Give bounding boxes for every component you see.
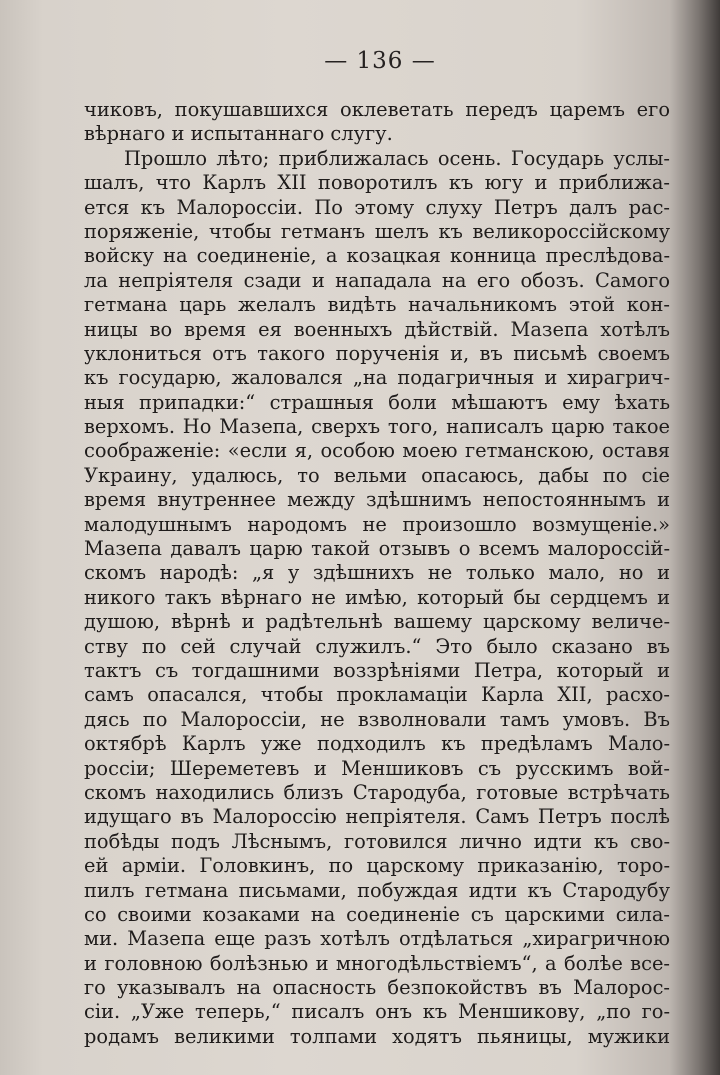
- text-line: ству по сей случай служилъ.“ Это было сказано въ: [84, 634, 670, 658]
- text-line: и головною болѣзнью и многодѣльствіемъ“, а болѣе все-: [84, 951, 670, 975]
- text-line: россіи; Шереметевъ и Меншиковъ съ русскимъ вой-: [84, 756, 670, 780]
- text-line: ныя припадки:“ страшныя боли мѣшаютъ ему ѣхать: [84, 390, 670, 414]
- text-line: шалъ, что Карлъ XII поворотилъ къ югу и приближа-: [84, 171, 670, 195]
- text-line: верхомъ. Но Мазепа, сверхъ того, написалъ царю такое: [84, 415, 670, 439]
- text-line: Мазепа давалъ царю такой отзывъ о всемъ малороссій-: [84, 537, 670, 561]
- text-line: октябрѣ Карлъ уже подходилъ къ предѣламъ Мало-: [84, 732, 670, 756]
- text-line: ницы во время ея военныхъ дѣйствій. Мазепа хотѣлъ: [84, 317, 670, 341]
- text-line: къ государю, жаловался „на подагричныя и хирагрич-: [84, 366, 670, 390]
- text-line: Украину, удалюсь, то вельми опасаюсь, дабы по сіе: [84, 463, 670, 487]
- body-text: [84, 98, 670, 1049]
- text-line: чиковъ, покушавшихся оклеветать передъ царемъ его: [84, 98, 670, 121]
- text-line: душою, вѣрнѣ и радѣтельнѣ вашему царскому величе-: [84, 610, 670, 634]
- text-line: идущаго въ Малороссію непріятеля. Самъ Петръ послѣ: [84, 805, 670, 829]
- page-number: — 136 —: [324, 48, 436, 74]
- text-line: ми. Мазепа еще разъ хотѣлъ отдѣлаться „хирагричною: [84, 927, 670, 951]
- text-line: вѣрнаго и испытаннаго слугу.: [84, 122, 393, 146]
- text-line: уклониться отъ такого порученія и, въ письмѣ своемъ: [84, 341, 670, 365]
- text-line: самъ опасался, чтобы прокламаціи Карла XII, расхо-: [84, 683, 670, 707]
- text-line: малодушнымъ народомъ не произошло возмущеніе.»: [84, 512, 670, 536]
- text-line: скомъ находились близъ Стародуба, готовые встрѣчать: [84, 780, 670, 804]
- text-line: со своими козаками на соединеніе съ царскими сила-: [84, 902, 670, 926]
- text-line: тактъ съ тогдашними воззрѣніями Петра, который и: [84, 658, 670, 682]
- text-line: побѣды подъ Лѣснымъ, готовился лично идти къ сво-: [84, 829, 670, 853]
- text-line: сіи. „Уже теперь,“ писалъ онъ къ Меншикову, „по го-: [84, 1000, 670, 1024]
- text-line: пилъ гетмана письмами, побуждая идти къ Стародубу: [84, 878, 670, 902]
- text-line: ей арміи. Головкинъ, по царскому приказанію, торо-: [84, 854, 670, 878]
- text-line: го указывалъ на опасность безпокойствъ въ Малорос-: [84, 976, 670, 1000]
- text-line: войску на соединеніе, а козацкая конница преслѣдова-: [84, 244, 670, 268]
- text-line: родамъ великими толпами ходятъ пьяницы, мужики: [84, 1024, 670, 1048]
- text-line: поряженіе, чтобы гетманъ шелъ къ великороссійскому: [84, 219, 670, 243]
- text-line: скомъ народѣ: „я у здѣшнихъ не только мало, но и: [84, 561, 670, 585]
- text-line: Прошло лѣто; приближалась осень. Государь услы-: [124, 146, 670, 170]
- text-line: ла непріятеля сзади и нападала на его обозъ. Самого: [84, 268, 670, 292]
- text-line: время внутреннее между здѣшнимъ непостояннымъ и: [84, 488, 670, 512]
- text-line: ется къ Малороссіи. По этому слуху Петръ далъ рас-: [84, 195, 670, 219]
- text-line: гетмана царь желалъ видѣть начальникомъ этой кон-: [84, 293, 670, 317]
- text-line: соображеніе: «если я, особою моею гетманскою, оставя: [84, 439, 670, 463]
- text-line: дясь по Малороссіи, не взволновали тамъ умовъ. Въ: [84, 707, 670, 731]
- text-line: никого такъ вѣрнаго не имѣю, который бы сердцемъ и: [84, 585, 670, 609]
